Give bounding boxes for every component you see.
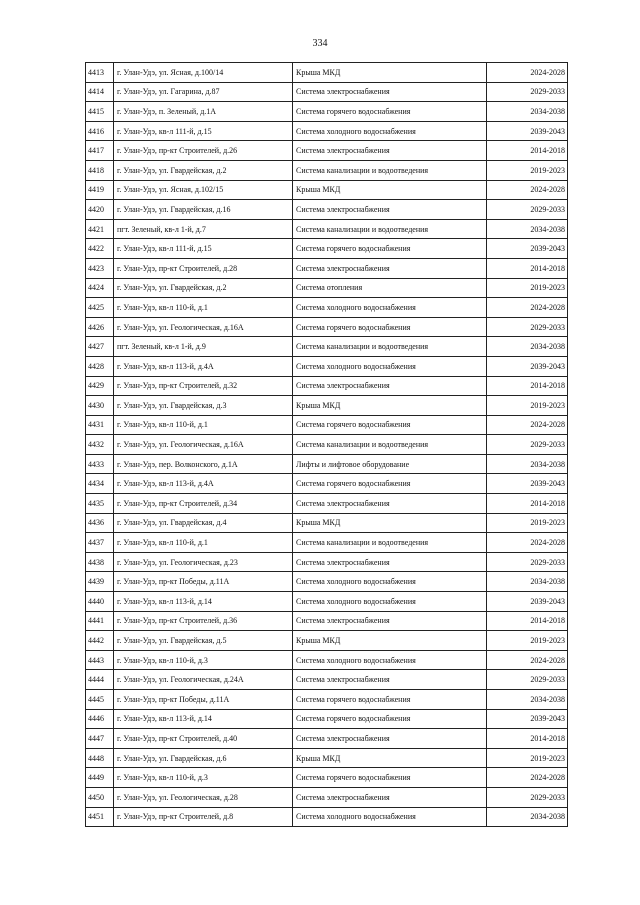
years-cell: 2029-2033 <box>487 435 568 455</box>
table-row <box>86 552 568 572</box>
system-cell: Система горячего водоснабжения <box>293 768 487 788</box>
address-cell: г. Улан-Удэ, кв-л 110-й, д.1 <box>114 533 293 553</box>
address-cell: г. Улан-Удэ, пер. Волконского, д.1А <box>114 454 293 474</box>
row-number: 4426 <box>86 317 114 337</box>
address-cell: г. Улан-Удэ, ул. Геологическая, д.28 <box>114 787 293 807</box>
years-cell: 2024-2028 <box>487 533 568 553</box>
address-cell: г. Улан-Удэ, ул. Гвардейская, д.6 <box>114 748 293 768</box>
years-cell: 2019-2023 <box>487 748 568 768</box>
years-cell: 2034-2038 <box>487 690 568 710</box>
table-row <box>86 572 568 592</box>
address-cell: г. Улан-Удэ, ул. Гвардейская, д.4 <box>114 513 293 533</box>
years-cell: 2014-2018 <box>487 258 568 278</box>
table-row <box>86 807 568 827</box>
years-cell: 2039-2043 <box>487 356 568 376</box>
system-cell: Система горячего водоснабжения <box>293 239 487 259</box>
years-cell: 2019-2023 <box>487 631 568 651</box>
table-row <box>86 611 568 631</box>
system-cell: Система канализации и водоотведения <box>293 337 487 357</box>
table-row <box>86 415 568 435</box>
table-row <box>86 435 568 455</box>
address-cell: г. Улан-Удэ, кв-л 110-й, д.1 <box>114 415 293 435</box>
row-number: 4438 <box>86 552 114 572</box>
system-cell: Система горячего водоснабжения <box>293 690 487 710</box>
years-cell: 2024-2028 <box>487 415 568 435</box>
address-cell: г. Улан-Удэ, ул. Гвардейская, д.5 <box>114 631 293 651</box>
years-cell: 2029-2033 <box>487 200 568 220</box>
row-number: 4441 <box>86 611 114 631</box>
table-row <box>86 82 568 102</box>
system-cell: Система холодного водоснабжения <box>293 650 487 670</box>
address-cell: г. Улан-Удэ, ул. Ясная, д.102/15 <box>114 180 293 200</box>
row-number: 4413 <box>86 63 114 83</box>
years-cell: 2034-2038 <box>487 219 568 239</box>
years-cell: 2039-2043 <box>487 121 568 141</box>
table-row <box>86 787 568 807</box>
table-body <box>86 63 568 827</box>
row-number: 4437 <box>86 533 114 553</box>
table-row <box>86 376 568 396</box>
table-row <box>86 102 568 122</box>
row-number: 4427 <box>86 337 114 357</box>
system-cell: Система холодного водоснабжения <box>293 807 487 827</box>
row-number: 4444 <box>86 670 114 690</box>
table-row <box>86 729 568 749</box>
table-row <box>86 631 568 651</box>
years-cell: 2029-2033 <box>487 82 568 102</box>
address-cell: пгт. Зеленый, кв-л 1-й, д.9 <box>114 337 293 357</box>
capital-repair-table <box>85 62 568 827</box>
address-cell: г. Улан-Удэ, ул. Геологическая, д.23 <box>114 552 293 572</box>
system-cell: Система горячего водоснабжения <box>293 709 487 729</box>
system-cell: Система холодного водоснабжения <box>293 572 487 592</box>
address-cell: г. Улан-Удэ, кв-л 113-й, д.14 <box>114 592 293 612</box>
table-row <box>86 239 568 259</box>
row-number: 4417 <box>86 141 114 161</box>
years-cell: 2014-2018 <box>487 376 568 396</box>
address-cell: г. Улан-Удэ, пр-кт Строителей, д.26 <box>114 141 293 161</box>
system-cell: Система электроснабжения <box>293 200 487 220</box>
row-number: 4432 <box>86 435 114 455</box>
row-number: 4421 <box>86 219 114 239</box>
address-cell: г. Улан-Удэ, кв-л 113-й, д.4А <box>114 356 293 376</box>
table-row <box>86 650 568 670</box>
row-number: 4443 <box>86 650 114 670</box>
address-cell: г. Улан-Удэ, пр-кт Победы, д.11А <box>114 690 293 710</box>
years-cell: 2014-2018 <box>487 611 568 631</box>
address-cell: г. Улан-Удэ, ул. Ясная, д.100/14 <box>114 63 293 83</box>
system-cell: Система холодного водоснабжения <box>293 298 487 318</box>
row-number: 4419 <box>86 180 114 200</box>
table-row <box>86 63 568 83</box>
table-row <box>86 317 568 337</box>
system-cell: Крыша МКД <box>293 748 487 768</box>
system-cell: Лифты и лифтовое оборудование <box>293 454 487 474</box>
table-row <box>86 337 568 357</box>
row-number: 4423 <box>86 258 114 278</box>
system-cell: Крыша МКД <box>293 631 487 651</box>
row-number: 4442 <box>86 631 114 651</box>
row-number: 4451 <box>86 807 114 827</box>
address-cell: г. Улан-Удэ, кв-л 111-й, д.15 <box>114 239 293 259</box>
table-row <box>86 180 568 200</box>
table-row <box>86 768 568 788</box>
years-cell: 2014-2018 <box>487 141 568 161</box>
row-number: 4418 <box>86 160 114 180</box>
years-cell: 2024-2028 <box>487 63 568 83</box>
years-cell: 2034-2038 <box>487 807 568 827</box>
table-row <box>86 533 568 553</box>
system-cell: Система канализации и водоотведения <box>293 533 487 553</box>
row-number: 4420 <box>86 200 114 220</box>
years-cell: 2039-2043 <box>487 592 568 612</box>
system-cell: Крыша МКД <box>293 63 487 83</box>
system-cell: Система электроснабжения <box>293 552 487 572</box>
row-number: 4415 <box>86 102 114 122</box>
table-row <box>86 709 568 729</box>
system-cell: Система электроснабжения <box>293 376 487 396</box>
years-cell: 2019-2023 <box>487 513 568 533</box>
years-cell: 2019-2023 <box>487 160 568 180</box>
address-cell: пгт. Зеленый, кв-л 1-й, д.7 <box>114 219 293 239</box>
address-cell: г. Улан-Удэ, ул. Гвардейская, д.2 <box>114 278 293 298</box>
system-cell: Система электроснабжения <box>293 670 487 690</box>
address-cell: г. Улан-Удэ, ул. Гвардейская, д.3 <box>114 396 293 416</box>
address-cell: г. Улан-Удэ, пр-кт Строителей, д.32 <box>114 376 293 396</box>
address-cell: г. Улан-Удэ, кв-л 110-й, д.1 <box>114 298 293 318</box>
row-number: 4430 <box>86 396 114 416</box>
table-row <box>86 278 568 298</box>
system-cell: Система холодного водоснабжения <box>293 121 487 141</box>
years-cell: 2019-2023 <box>487 396 568 416</box>
row-number: 4422 <box>86 239 114 259</box>
table-row <box>86 690 568 710</box>
system-cell: Система холодного водоснабжения <box>293 356 487 376</box>
row-number: 4449 <box>86 768 114 788</box>
years-cell: 2029-2033 <box>487 787 568 807</box>
address-cell: г. Улан-Удэ, ул. Гвардейская, д.16 <box>114 200 293 220</box>
system-cell: Система электроснабжения <box>293 787 487 807</box>
system-cell: Система холодного водоснабжения <box>293 592 487 612</box>
table-row <box>86 454 568 474</box>
row-number: 4434 <box>86 474 114 494</box>
row-number: 4428 <box>86 356 114 376</box>
system-cell: Система канализации и водоотведения <box>293 160 487 180</box>
address-cell: г. Улан-Удэ, пр-кт Строителей, д.34 <box>114 494 293 514</box>
table-row <box>86 258 568 278</box>
address-cell: г. Улан-Удэ, ул. Гвардейская, д.2 <box>114 160 293 180</box>
address-cell: г. Улан-Удэ, ул. Геологическая, д.16А <box>114 317 293 337</box>
system-cell: Система электроснабжения <box>293 494 487 514</box>
years-cell: 2029-2033 <box>487 317 568 337</box>
address-cell: г. Улан-Удэ, кв-л 110-й, д.3 <box>114 650 293 670</box>
row-number: 4433 <box>86 454 114 474</box>
row-number: 4445 <box>86 690 114 710</box>
table-row <box>86 200 568 220</box>
row-number: 4436 <box>86 513 114 533</box>
table-row <box>86 356 568 376</box>
years-cell: 2014-2018 <box>487 729 568 749</box>
system-cell: Система горячего водоснабжения <box>293 474 487 494</box>
years-cell: 2014-2018 <box>487 494 568 514</box>
system-cell: Крыша МКД <box>293 513 487 533</box>
years-cell: 2024-2028 <box>487 768 568 788</box>
years-cell: 2039-2043 <box>487 239 568 259</box>
years-cell: 2024-2028 <box>487 298 568 318</box>
system-cell: Крыша МКД <box>293 396 487 416</box>
table-row <box>86 474 568 494</box>
table-row <box>86 748 568 768</box>
address-cell: г. Улан-Удэ, п. Зеленый, д.1А <box>114 102 293 122</box>
years-cell: 2039-2043 <box>487 474 568 494</box>
address-cell: г. Улан-Удэ, пр-кт Строителей, д.36 <box>114 611 293 631</box>
system-cell: Система горячего водоснабжения <box>293 415 487 435</box>
years-cell: 2034-2038 <box>487 572 568 592</box>
address-cell: г. Улан-Удэ, ул. Геологическая, д.24А <box>114 670 293 690</box>
table-row <box>86 670 568 690</box>
system-cell: Система электроснабжения <box>293 258 487 278</box>
row-number: 4446 <box>86 709 114 729</box>
row-number: 4450 <box>86 787 114 807</box>
address-cell: г. Улан-Удэ, пр-кт Строителей, д.40 <box>114 729 293 749</box>
address-cell: г. Улан-Удэ, ул. Геологическая, д.16А <box>114 435 293 455</box>
page-number: 334 <box>312 38 328 49</box>
system-cell: Система отопления <box>293 278 487 298</box>
table-row <box>86 141 568 161</box>
table-row <box>86 592 568 612</box>
years-cell: 2039-2043 <box>487 709 568 729</box>
row-number: 4431 <box>86 415 114 435</box>
row-number: 4448 <box>86 748 114 768</box>
years-cell: 2034-2038 <box>487 454 568 474</box>
table-row <box>86 513 568 533</box>
row-number: 4424 <box>86 278 114 298</box>
address-cell: г. Улан-Удэ, кв-л 113-й, д.4А <box>114 474 293 494</box>
row-number: 4425 <box>86 298 114 318</box>
years-cell: 2019-2023 <box>487 278 568 298</box>
address-cell: г. Улан-Удэ, кв-л 110-й, д.3 <box>114 768 293 788</box>
table-row <box>86 494 568 514</box>
system-cell: Система электроснабжения <box>293 611 487 631</box>
years-cell: 2029-2033 <box>487 552 568 572</box>
row-number: 4439 <box>86 572 114 592</box>
address-cell: г. Улан-Удэ, кв-л 111-й, д.15 <box>114 121 293 141</box>
row-number: 4429 <box>86 376 114 396</box>
address-cell: г. Улан-Удэ, ул. Гагарина, д.87 <box>114 82 293 102</box>
system-cell: Система канализации и водоотведения <box>293 219 487 239</box>
system-cell: Система электроснабжения <box>293 141 487 161</box>
address-cell: г. Улан-Удэ, пр-кт Победы, д.11А <box>114 572 293 592</box>
years-cell: 2034-2038 <box>487 102 568 122</box>
address-cell: г. Улан-Удэ, пр-кт Строителей, д.8 <box>114 807 293 827</box>
years-cell: 2024-2028 <box>487 650 568 670</box>
system-cell: Система канализации и водоотведения <box>293 435 487 455</box>
row-number: 4414 <box>86 82 114 102</box>
table-row <box>86 298 568 318</box>
row-number: 4440 <box>86 592 114 612</box>
system-cell: Система электроснабжения <box>293 729 487 749</box>
address-cell: г. Улан-Удэ, кв-л 113-й, д.14 <box>114 709 293 729</box>
table-row <box>86 396 568 416</box>
table-row <box>86 160 568 180</box>
system-cell: Крыша МКД <box>293 180 487 200</box>
table-row <box>86 219 568 239</box>
row-number: 4435 <box>86 494 114 514</box>
system-cell: Система горячего водоснабжения <box>293 102 487 122</box>
years-cell: 2034-2038 <box>487 337 568 357</box>
table-row <box>86 121 568 141</box>
system-cell: Система электроснабжения <box>293 82 487 102</box>
system-cell: Система горячего водоснабжения <box>293 317 487 337</box>
years-cell: 2024-2028 <box>487 180 568 200</box>
row-number: 4447 <box>86 729 114 749</box>
address-cell: г. Улан-Удэ, пр-кт Строителей, д.28 <box>114 258 293 278</box>
years-cell: 2029-2033 <box>487 670 568 690</box>
row-number: 4416 <box>86 121 114 141</box>
